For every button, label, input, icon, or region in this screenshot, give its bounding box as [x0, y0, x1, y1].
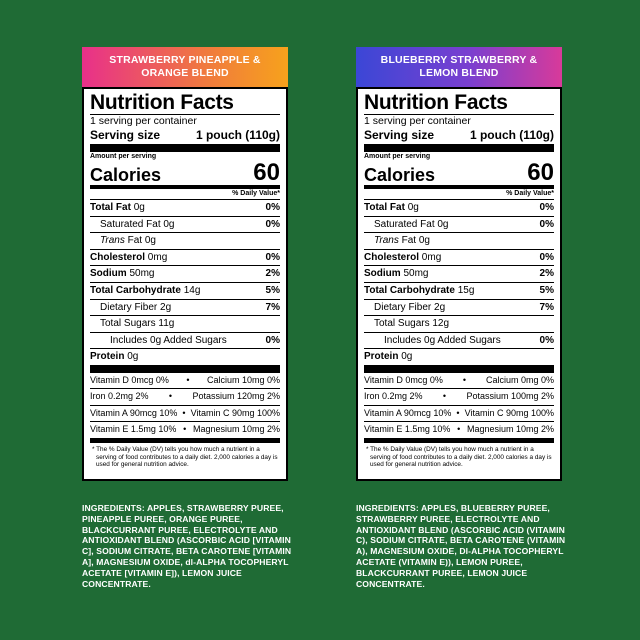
flavor-banner: BLUEBERRY STRAWBERRY & LEMON BLEND	[356, 47, 562, 87]
nutrient-row: Cholesterol 0mg 0%	[90, 250, 280, 267]
calories-row	[364, 161, 554, 185]
daily-value-footnote: * The % Daily Value (DV) tells you how much a nutrient in a serving of food contributes to a daily diet. 2,000 calories a day is used for general nutrition advice.	[92, 445, 278, 469]
nutrient-row: Sodium 50mg 2%	[90, 266, 280, 283]
nutrient-row: Total Carbohydrate 14g 5%	[90, 283, 280, 300]
nutrient-row: Includes 0g Added Sugars 0%	[90, 333, 280, 350]
calories-label: Calories	[364, 165, 436, 185]
serving-size-label: Serving size	[364, 128, 435, 142]
amount-per-serving: Amount per serving	[364, 153, 431, 160]
nutrient-row: Total Fat 0g 0%	[364, 200, 554, 217]
nutrition-facts-label	[82, 87, 288, 481]
vitamin-row: Vitamin D 0mcg 0% • Calcium 0mg 0%	[364, 373, 554, 390]
servings-per-container: 1 serving per container	[364, 115, 471, 127]
vitamin-row: Vitamin D 0mcg 0% • Calcium 10mg 0%	[90, 373, 280, 390]
nutrient-row: Total Sugars 11g	[90, 316, 280, 333]
nutrient-row: Protein 0g	[364, 351, 413, 363]
nutrient-row: Includes 0g Added Sugars 0%	[364, 333, 554, 350]
nutrient-row: Dietary Fiber 2g 7%	[364, 300, 554, 317]
vitamin-row: Vitamin E 1.5mg 10% • Magnesium 10mg 2%	[364, 422, 554, 439]
serving-size-label: Serving size	[90, 128, 161, 142]
daily-value-footnote: * The % Daily Value (DV) tells you how much a nutrient in a serving of food contributes to a daily diet. 2,000 calories a day is used for general nutrition advice.	[366, 445, 552, 469]
calories-row	[90, 161, 280, 185]
daily-value-header: % Daily Value*	[506, 190, 554, 197]
nutrient-row: Total Carbohydrate 15g 5%	[364, 283, 554, 300]
nutrient-row: Saturated Fat 0g 0%	[364, 217, 554, 234]
servings-per-container: 1 serving per container	[90, 115, 197, 127]
daily-value-header: % Daily Value*	[232, 190, 280, 197]
calories-label: Calories	[90, 165, 162, 185]
nutrition-facts-title: Nutrition Facts	[364, 91, 508, 114]
serving-size-value: 1 pouch (110g)	[469, 128, 554, 142]
ingredients-left	[82, 503, 292, 589]
vitamin-row: Vitamin A 90mcg 10% • Vitamin C 90mg 100%	[364, 406, 554, 423]
nutrient-row: Total Fat 0g 0%	[90, 200, 280, 217]
ingredients-text: APPLES, BLUEBERRY PUREE, STRAWBERRY PUREE, ELECTROLYTE AND ANTIOXIDANT BLEND (ASCORBIC ACID (VITAMIN C), SODIUM CITRATE, BETA CAROTENE (VITAMIN A), MAGNESIUM OXIDE, DI-ALPHA TOCOPHERYL ACETATE (VITAMIN E)), LEMON PUREE, BLACKCURRANT PUREE, LEMON JUICE CONCENTRATE.	[356, 503, 566, 589]
nutrient-row: Dietary Fiber 2g 7%	[90, 300, 280, 317]
vitamin-row: Iron 0.2mg 2% • Potassium 120mg 2%	[90, 389, 280, 406]
nutrition-panel-left	[82, 47, 288, 481]
serving-size	[90, 128, 280, 142]
serving-size-value: 1 pouch (110g)	[195, 128, 280, 142]
vitamin-row: Iron 0.2mg 2% • Potassium 100mg 2%	[364, 389, 554, 406]
nutrition-facts-title: Nutrition Facts	[90, 91, 234, 114]
vitamin-row: Vitamin E 1.5mg 10% • Magnesium 10mg 2%	[90, 422, 280, 439]
nutrient-row: Protein 0g	[90, 351, 139, 363]
nutrient-row: Cholesterol 0mg 0%	[364, 250, 554, 267]
serving-size	[364, 128, 554, 142]
nutrition-facts-label	[356, 87, 562, 481]
nutrient-row: Trans Fat 0g	[90, 233, 280, 250]
vitamin-row: Vitamin A 90mcg 10% • Vitamin C 90mg 100%	[90, 406, 280, 423]
ingredients-right	[356, 503, 566, 589]
flavor-banner: STRAWBERRY PINEAPPLE & ORANGE BLEND	[82, 47, 288, 87]
nutrition-panel-right	[356, 47, 562, 481]
nutrient-row: Saturated Fat 0g 0%	[90, 217, 280, 234]
nutrient-row: Sodium 50mg 2%	[364, 266, 554, 283]
amount-per-serving: Amount per serving	[90, 153, 157, 160]
calories-value: 60	[253, 159, 280, 186]
nutrient-row: Trans Fat 0g	[364, 233, 554, 250]
calories-value: 60	[527, 159, 554, 186]
nutrient-row: Total Sugars 12g	[364, 316, 554, 333]
ingredients-label: INGREDIENTS:	[82, 503, 145, 513]
ingredients-label: INGREDIENTS:	[356, 503, 419, 513]
ingredients-text: APPLES, STRAWBERRY PUREE, PINEAPPLE PUREE, ORANGE PUREE, BLACKCURRANT PUREE, ELECTROLYTE AND ANTIOXIDANT BLEND (ASCORBIC ACID [VITAMIN C], SODIUM CITRATE, BETA CAROTENE [VITAMIN A], MAGNESIUM OXIDE, dl-ALPHA TOCOPHERYL ACETATE [VITAMIN E]), LEMON JUICE CONCENTRATE.	[82, 503, 292, 589]
